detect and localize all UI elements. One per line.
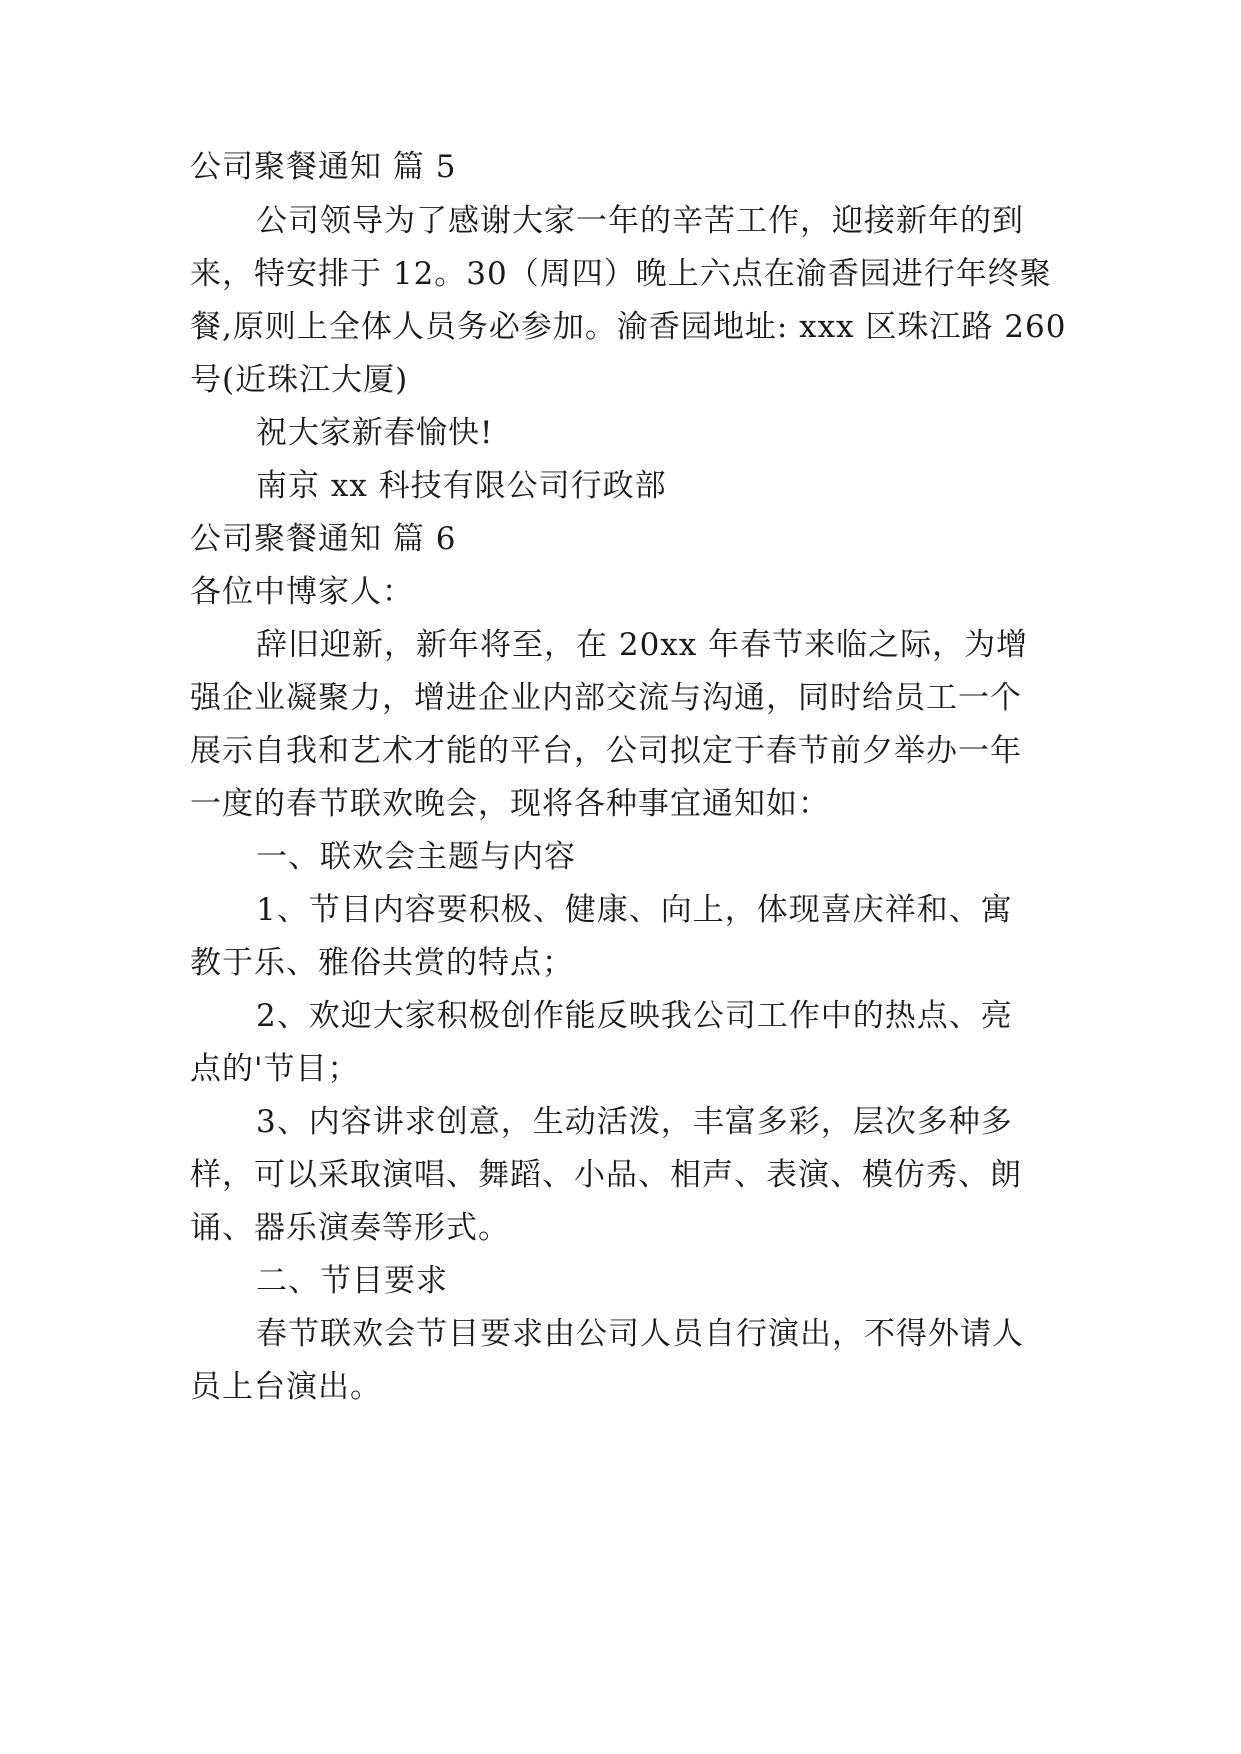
section6-list-item-line: 1、节目内容要积极、健康、向上，体现喜庆祥和、寓 bbox=[256, 892, 1013, 928]
section5-title: 公司聚餐通知 篇 5 bbox=[190, 149, 457, 185]
section6-list-item-line: 3、内容讲求创意，生动活泼，丰富多彩，层次多种多 bbox=[256, 1104, 1013, 1140]
section6-title: 公司聚餐通知 篇 6 bbox=[190, 521, 457, 557]
section6-list-item-line: 2、欢迎大家积极创作能反映我公司工作中的热点、亮 bbox=[256, 998, 1013, 1034]
section6-paragraph-line: 辞旧迎新，新年将至，在 20xx 年春节来临之际，为增 bbox=[256, 627, 1029, 663]
section6-heading: 二、节目要求 bbox=[256, 1263, 448, 1299]
section5-paragraph-line: 公司领导为了感谢大家一年的辛苦工作，迎接新年的到 bbox=[256, 203, 1024, 239]
section6-paragraph-line: 员上台演出。 bbox=[190, 1369, 382, 1405]
section5-signature: 南京 xx 科技有限公司行政部 bbox=[256, 468, 667, 504]
section5-paragraph-line: 来，特安排于 12。30（周四）晚上六点在渝香园进行年终聚 bbox=[190, 256, 1052, 292]
section6-list-item-line: 诵、器乐演奏等形式。 bbox=[190, 1210, 510, 1246]
section6-paragraph-line: 一度的春节联欢晚会，现将各种事宜通知如： bbox=[190, 786, 830, 822]
section6-salutation: 各位中博家人： bbox=[190, 574, 414, 610]
section6-list-item-line: 样，可以采取演唱、舞蹈、小品、相声、表演、模仿秀、朗 bbox=[190, 1157, 1022, 1193]
section5-paragraph-line: 餐,原则上全体人员务必参加。渝香园地址: xxx 区珠江路 260 bbox=[190, 309, 1067, 345]
section6-list-item-line: 点的'节目； bbox=[190, 1051, 360, 1087]
section6-paragraph-line: 展示自我和艺术才能的平台，公司拟定于春节前夕举办一年 bbox=[190, 733, 1022, 769]
section6-list-item-line: 教于乐、雅俗共赏的特点； bbox=[190, 945, 574, 981]
section5-paragraph-line: 号(近珠江大厦) bbox=[190, 362, 409, 398]
section5-greeting: 祝大家新春愉快! bbox=[256, 415, 494, 451]
section6-paragraph-line: 强企业凝聚力，增进企业内部交流与沟通，同时给员工一个 bbox=[190, 680, 1022, 716]
section6-heading: 一、联欢会主题与内容 bbox=[256, 839, 576, 875]
section6-paragraph-line: 春节联欢会节目要求由公司人员自行演出，不得外请人 bbox=[256, 1316, 1024, 1352]
